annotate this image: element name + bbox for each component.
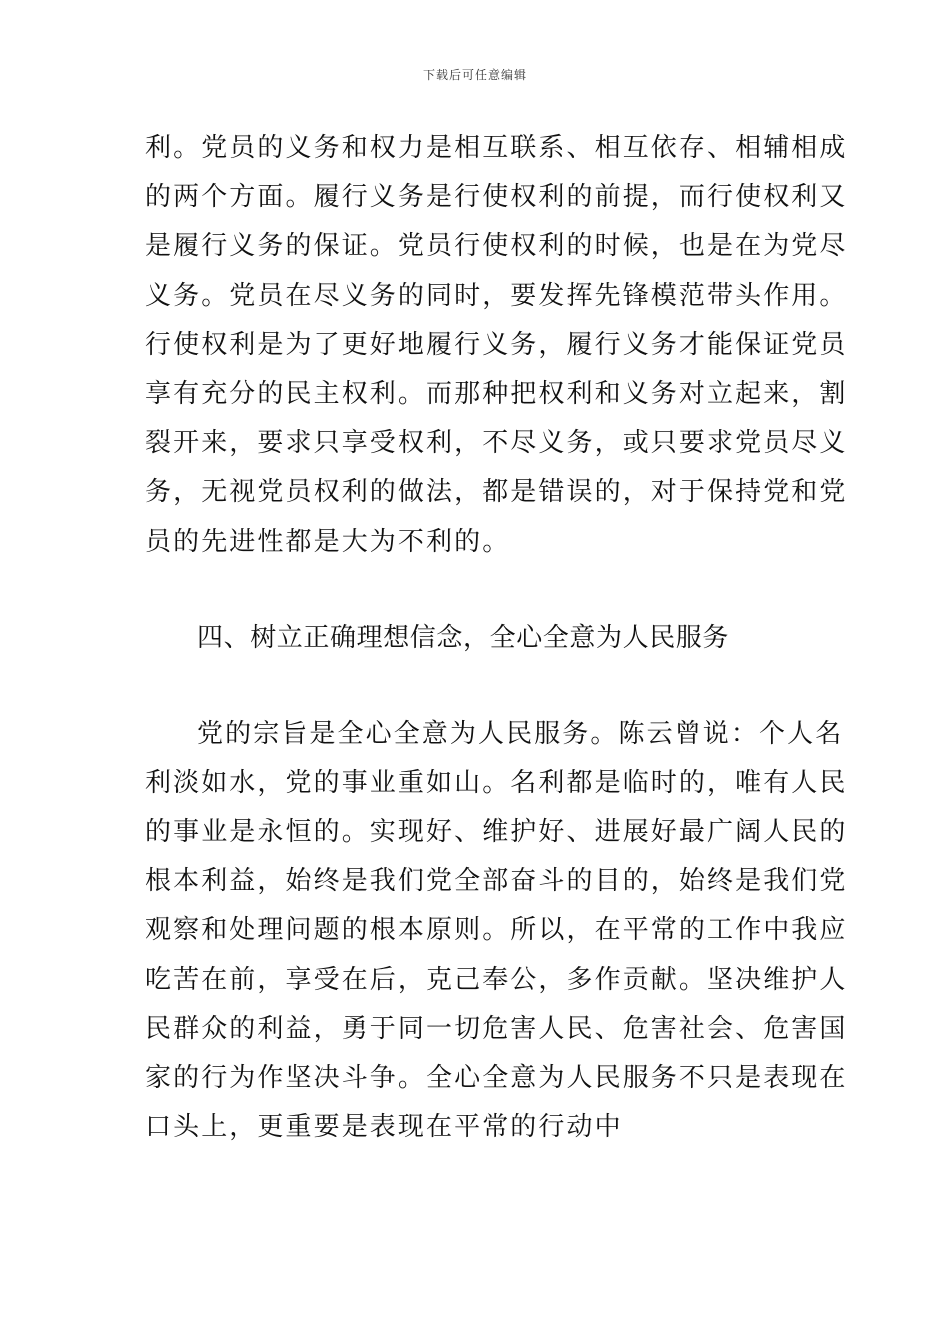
paragraph-line: 是履行义务的保证。党员行使权利的时候，也是在为党尽 bbox=[145, 231, 848, 262]
paragraph-line: 口头上，更重要是表现在平常的行动中 bbox=[145, 1112, 623, 1143]
paragraph-rights-and-duties bbox=[145, 124, 848, 567]
page-header-note: 下载后可任意编辑 bbox=[422, 68, 527, 82]
paragraph-line: 义务。党员在尽义务的同时，要发挥先锋模范带头作用。 bbox=[145, 280, 848, 311]
paragraph-line: 行使权利是为了更好地履行义务，履行义务才能保证党员 bbox=[145, 329, 848, 360]
paragraph-line: 根本利益，始终是我们党全部奋斗的目的，始终是我们党 bbox=[145, 866, 848, 897]
section-spacer bbox=[145, 567, 810, 614]
paragraph-line: 吃苦在前，享受在后，克己奉公，多作贡献。坚决维护人 bbox=[145, 964, 848, 995]
document-body bbox=[145, 124, 848, 1152]
paragraph-line: 观察和处理问题的根本原则。所以，在平常的工作中我应 bbox=[145, 915, 848, 946]
section-heading: 四、树立正确理想信念，全心全意为人民服务 bbox=[197, 622, 730, 653]
paragraph-line: 务，无视党员权利的做法，都是错误的，对于保持党和党 bbox=[145, 477, 848, 508]
paragraph-serve-the-people bbox=[145, 710, 848, 1153]
section-spacer bbox=[145, 663, 810, 710]
paragraph-line: 裂开来，要求只享受权利，不尽义务，或只要求党员尽义 bbox=[145, 428, 848, 459]
paragraph-line: 家的行为作坚决斗争。全心全意为人民服务不只是表现在 bbox=[145, 1063, 848, 1093]
paragraph-line: 党的宗旨是全心全意为人民服务。陈云曾说：个人名 bbox=[197, 718, 844, 749]
paragraph-line: 享有充分的民主权利。而那种把权利和义务对立起来，割 bbox=[145, 378, 848, 409]
paragraph-line: 民群众的利益，勇于同一切危害人民、危害社会、危害国 bbox=[145, 1013, 848, 1044]
paragraph-line: 的事业是永恒的。实现好、维护好、进展好最广阔人民的 bbox=[145, 817, 848, 848]
paragraph-line: 利。党员的义务和权力是相互联系、相互依存、相辅相成 bbox=[145, 133, 848, 163]
paragraph-line: 利淡如水，党的事业重如山。名利都是临时的，唯有人民 bbox=[145, 767, 848, 798]
paragraph-line: 员的先进性都是大为不利的。 bbox=[145, 526, 511, 557]
paragraph-line: 的两个方面。履行义务是行使权利的前提，而行使权利又 bbox=[145, 182, 848, 213]
